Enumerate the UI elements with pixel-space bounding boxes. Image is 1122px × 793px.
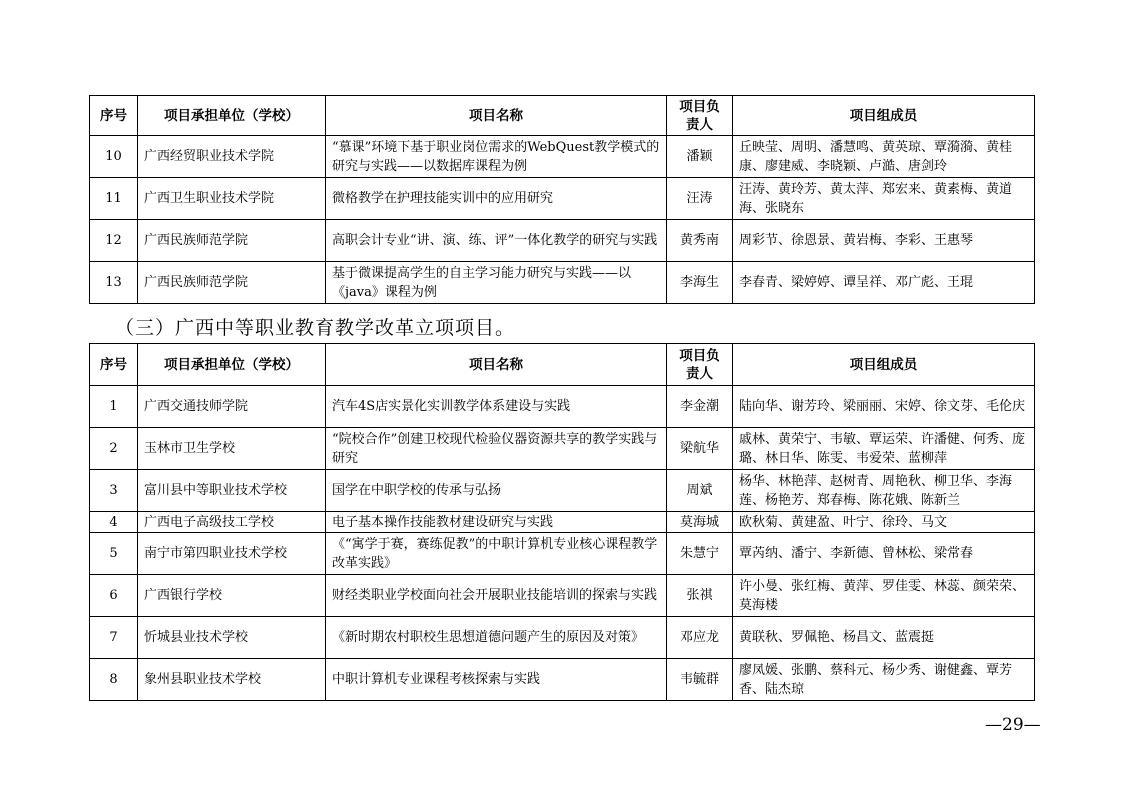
row-no: 4 (90, 512, 138, 533)
header-no: 序号 (90, 96, 138, 136)
row-no: 2 (90, 428, 138, 470)
row-members: 杨华、林艳萍、赵树青、周艳秋、柳卫华、李海莲、杨艳芳、郑春梅、陈花娥、陈新兰 (733, 470, 1035, 512)
row-project-name: 高职会计专业“讲、演、练、评”一体化教学的研究与实践 (326, 220, 667, 262)
table-row (90, 617, 1035, 659)
row-lead: 潘颖 (667, 136, 733, 178)
row-members: 周彩节、徐恩景、黄岩梅、李彩、王惠琴 (733, 220, 1035, 262)
projects-table-secondary-vocational (89, 343, 1035, 701)
row-no: 7 (90, 617, 138, 659)
table-row (90, 659, 1035, 701)
row-no: 5 (90, 533, 138, 575)
table-row (90, 428, 1035, 470)
row-project-name: 微格教学在护理技能实训中的应用研究 (326, 178, 667, 220)
row-project-name: 中职计算机专业课程考核探索与实践 (326, 659, 667, 701)
row-no: 13 (90, 262, 138, 304)
table-row (90, 136, 1035, 178)
header-lead: 项目负责人 (667, 344, 733, 386)
page-number: —29— (985, 715, 1041, 735)
row-project-name: 《新时期农村职校生思想道德问题产生的原因及对策》 (326, 617, 667, 659)
row-no: 3 (90, 470, 138, 512)
row-members: 丘映莹、周明、潘慧鸣、黄英琼、覃漪漪、黄桂康、廖建威、李晓颖、卢澔、唐剑玲 (733, 136, 1035, 178)
row-project-name: 国学在中职学校的传承与弘扬 (326, 470, 667, 512)
row-members: 黄联秋、罗佩艳、杨昌文、蓝震挺 (733, 617, 1035, 659)
row-lead: 周斌 (667, 470, 733, 512)
row-project-name: 基于微课提高学生的自主学习能力研究与实践——以《java》课程为例 (326, 262, 667, 304)
table-row (90, 533, 1035, 575)
row-lead: 邓应龙 (667, 617, 733, 659)
row-lead: 梁航华 (667, 428, 733, 470)
row-members: 汪涛、黄玲芳、黄太萍、郑宏来、黄素梅、黄道海、张晓东 (733, 178, 1035, 220)
row-lead: 李海生 (667, 262, 733, 304)
row-unit: 广西经贸职业技术学院 (138, 136, 326, 178)
table-row (90, 220, 1035, 262)
row-members: 许小曼、张红梅、黄萍、罗佳雯、林蕊、颜荣荣、莫海楼 (733, 575, 1035, 617)
header-members: 项目组成员 (733, 96, 1035, 136)
row-members: 戚林、黄荣宁、韦敏、覃运荣、许潘健、何秀、庞璐、林日华、陈雯、韦爱荣、蓝柳萍 (733, 428, 1035, 470)
row-no: 1 (90, 386, 138, 428)
row-members: 李春青、梁婷婷、谭呈祥、邓广彪、王琨 (733, 262, 1035, 304)
row-unit: 广西电子高级技工学校 (138, 512, 326, 533)
row-unit: 象州县职业技术学校 (138, 659, 326, 701)
row-project-name: 《“寓学于赛，赛练促教”的中职计算机专业核心课程教学改革实践》 (326, 533, 667, 575)
row-no: 8 (90, 659, 138, 701)
table-row (90, 575, 1035, 617)
row-no: 12 (90, 220, 138, 262)
row-unit: 富川县中等职业技术学校 (138, 470, 326, 512)
row-members: 欧秋菊、黄建盈、叶宁、徐玲、马文 (733, 512, 1035, 533)
header-name: 项目名称 (326, 96, 667, 136)
row-lead: 张祺 (667, 575, 733, 617)
row-unit: 忻城县业技术学校 (138, 617, 326, 659)
table-row (90, 512, 1035, 533)
row-unit: 广西交通技师学院 (138, 386, 326, 428)
header-unit: 项目承担单位（学校） (138, 96, 326, 136)
row-unit: 广西银行学校 (138, 575, 326, 617)
row-lead: 韦毓群 (667, 659, 733, 701)
row-project-name: “慕课”环境下基于职业岗位需求的WebQuest教学模式的研究与实践——以数据库课程为例 (326, 136, 667, 178)
row-no: 10 (90, 136, 138, 178)
projects-table-higher-ed (89, 95, 1035, 304)
row-unit: 玉林市卫生学校 (138, 428, 326, 470)
row-project-name: 财经类职业学校面向社会开展职业技能培训的探索与实践 (326, 575, 667, 617)
row-project-name: 电子基本操作技能教材建设研究与实践 (326, 512, 667, 533)
row-lead: 汪涛 (667, 178, 733, 220)
table-header-row (90, 344, 1035, 386)
row-no: 6 (90, 575, 138, 617)
header-no: 序号 (90, 344, 138, 386)
row-lead: 黄秀南 (667, 220, 733, 262)
header-name: 项目名称 (326, 344, 667, 386)
row-unit: 广西民族师范学院 (138, 220, 326, 262)
row-lead: 朱慧宁 (667, 533, 733, 575)
row-unit: 广西卫生职业技术学院 (138, 178, 326, 220)
table-row (90, 470, 1035, 512)
header-lead: 项目负责人 (667, 96, 733, 136)
row-project-name: 汽车4S店实景化实训教学体系建设与实践 (326, 386, 667, 428)
row-members: 覃芮纳、潘宁、李新德、曾林松、梁常春 (733, 533, 1035, 575)
row-members: 廖凤媛、张鹏、蔡科元、杨少秀、谢健鑫、覃芳香、陆杰琼 (733, 659, 1035, 701)
row-members: 陆向华、谢芳玲、梁丽丽、宋婷、徐文芽、毛伦庆 (733, 386, 1035, 428)
table-row (90, 262, 1035, 304)
row-no: 11 (90, 178, 138, 220)
table-row (90, 178, 1035, 220)
table-row (90, 386, 1035, 428)
header-members: 项目组成员 (733, 344, 1035, 386)
row-lead: 莫海城 (667, 512, 733, 533)
row-unit: 广西民族师范学院 (138, 262, 326, 304)
row-unit: 南宁市第四职业技术学校 (138, 533, 326, 575)
header-unit: 项目承担单位（学校） (138, 344, 326, 386)
section-title: （三）广西中等职业教育教学改革立项项目。 (115, 317, 516, 339)
row-project-name: “院校合作”创建卫校现代检验仪器资源共享的教学实践与研究 (326, 428, 667, 470)
row-lead: 李金潮 (667, 386, 733, 428)
table-header-row (90, 96, 1035, 136)
